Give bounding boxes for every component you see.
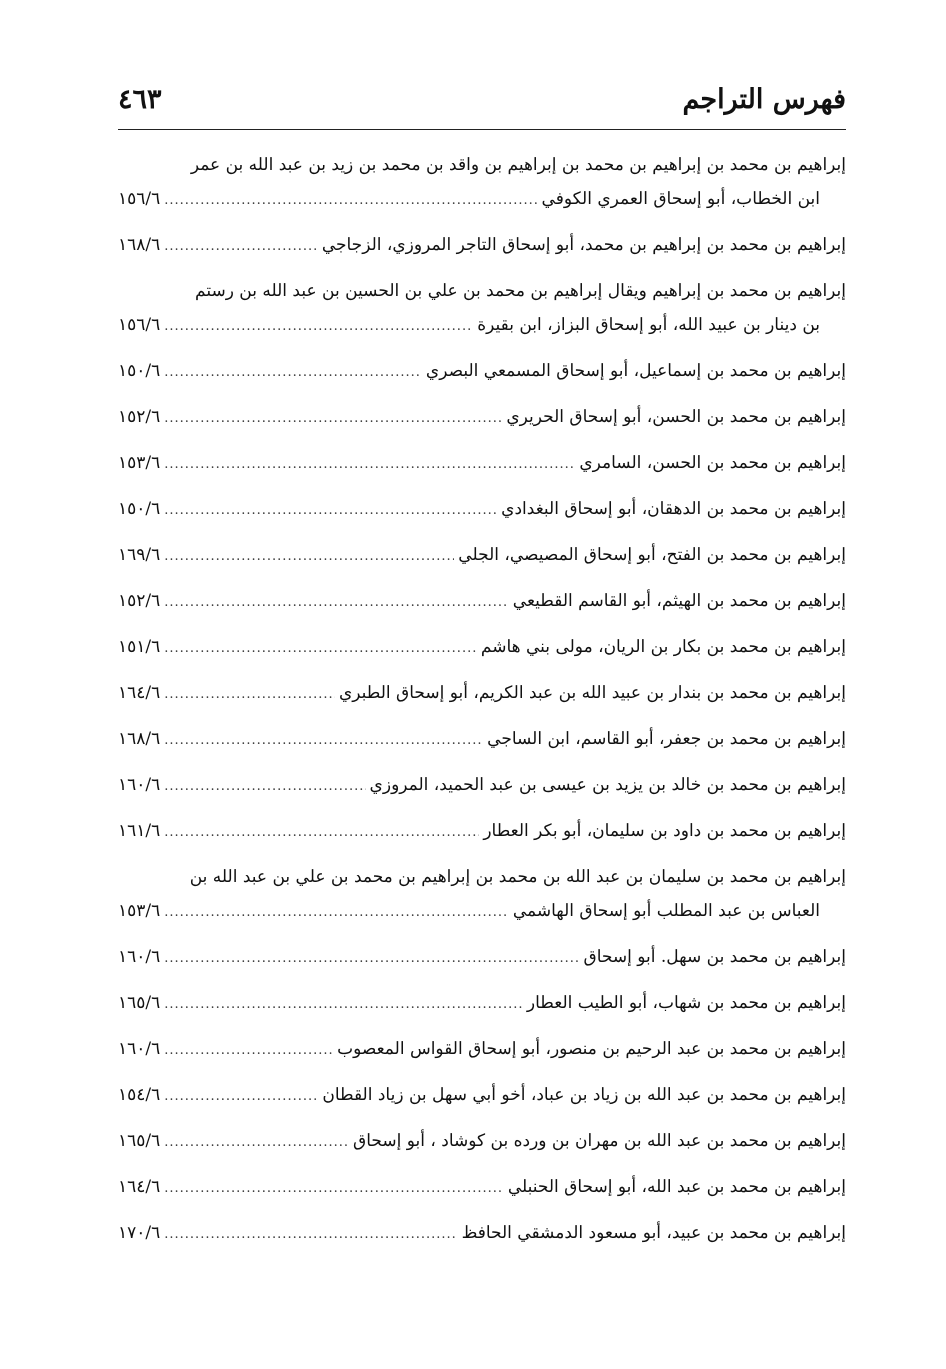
entry-name: إبراهيم بن محمد بن بندار بن عبيد الله بن عبد الكريم، أبو إسحاق الطبري [338,683,846,703]
entry-line [118,940,846,974]
dot-leader [164,724,483,756]
index-entry [118,986,846,1020]
entry-reference: ١٥٣/٦ [118,901,161,921]
dot-leader [164,632,477,664]
entry-reference: ١٦٨/٦ [118,729,161,749]
index-entry [118,676,846,710]
entry-name: إبراهيم بن محمد بن داود بن سليمان، أبو بكر العطار [483,821,846,841]
entry-reference: ١٦٤/٦ [118,683,161,703]
index-entry [118,274,846,342]
entry-line [118,630,846,664]
dot-leader [164,310,473,342]
entry-reference: ١٥٣/٦ [118,453,161,473]
entry-name: إبراهيم بن محمد بن الفتح، أبو إسحاق المصيصي، الجلي [458,545,846,565]
dot-leader [164,816,479,848]
entry-reference: ١٦٤/٦ [118,1177,161,1197]
index-entry [118,940,846,974]
entry-name: إبراهيم بن محمد بن بكار بن الريان، مولى بني هاشم [480,637,846,657]
entry-reference: ١٥٠/٦ [118,499,161,519]
index-entry [118,538,846,572]
index-entry [118,1078,846,1112]
dot-leader [164,1126,349,1158]
index-entry [118,492,846,526]
header-rule [118,129,846,130]
entry-reference: ١٦٥/٦ [118,1131,161,1151]
dot-leader [164,1172,504,1204]
index-entry [118,228,846,262]
index-entry [118,446,846,480]
entry-reference: ١٦١/٦ [118,821,161,841]
dot-leader [164,230,318,262]
page-header [118,74,846,124]
entry-line [118,1078,846,1112]
entry-reference: ١٦٠/٦ [118,775,161,795]
entry-name: إبراهيم بن محمد بن إبراهيم بن محمد، أبو إسحاق التاجر المروزي، الزجاجي [321,235,846,255]
entry-reference: ١٥٠/٦ [118,361,161,381]
entry-reference: ١٥٢/٦ [118,591,161,611]
entry-name: إبراهيم بن محمد بن عبد الرحيم بن منصور، أبو إسحاق القواس المعصوب [337,1039,846,1059]
entry-reference: ١٥١/٦ [118,637,161,657]
entry-name: إبراهيم بن محمد بن الهيثم، أبو القاسم القطيعي [512,591,846,611]
entry-name: إبراهيم بن محمد بن عبيد، أبو مسعود الدمشقي الحافظ [461,1223,846,1243]
entry-name: إبراهيم بن محمد بن سهل. أبو إسحاق [583,947,846,967]
dot-leader [164,942,579,974]
entry-line [118,1216,846,1250]
index-entry [118,1170,846,1204]
entry-line [118,400,846,434]
index-entry [118,400,846,434]
dot-leader [164,402,502,434]
entry-line [118,538,846,572]
page-title: فهرس التراجم [682,83,846,115]
dot-leader [164,678,335,710]
entry-name-start: إبراهيم بن محمد بن إبراهيم ويقال إبراهيم بن محمد بن علي بن الحسين بن عبد الله بن رستم [195,281,846,301]
entry-reference: ١٥٤/٦ [118,1085,161,1105]
entry-line [118,446,846,480]
biography-index-list [118,148,846,1262]
entry-line [118,986,846,1020]
entry-name: إبراهيم بن محمد بن إسماعيل، أبو إسحاق المسمعي البصري [425,361,846,381]
index-entry [118,354,846,388]
entry-line [118,354,846,388]
entry-name: بن دينار بن عبيد الله، أبو إسحاق البزاز، ابن بقيرة [477,315,820,335]
entry-name: إبراهيم بن محمد بن عبد الله بن زياد بن عباد، أخو أبي سهل بن زياد القطان [322,1085,846,1105]
entry-line [118,308,846,342]
entry-line [118,768,846,802]
entry-reference: ١٦٠/٦ [118,1039,161,1059]
entry-line [118,182,846,216]
dot-leader [164,770,365,802]
page-number: ٤٦٣ [118,83,162,115]
dot-leader [164,1218,457,1250]
entry-line [118,228,846,262]
entry-name: إبراهيم بن محمد بن الدهقان، أبو إسحاق البغدادي [501,499,846,519]
entry-reference: ١٦٠/٦ [118,947,161,967]
entry-line [118,814,846,848]
entry-reference: ١٦٨/٦ [118,235,161,255]
entry-line [118,894,846,928]
index-entry [118,630,846,664]
index-entry [118,1216,846,1250]
dot-leader [164,988,523,1020]
dot-leader [164,1034,333,1066]
entry-line [118,722,846,756]
index-entry [118,1124,846,1158]
entry-reference: ١٦٩/٦ [118,545,161,565]
dot-leader [164,494,497,526]
index-entry [118,584,846,618]
entry-name: إبراهيم بن محمد بن شهاب، أبو الطيب العطار [526,993,846,1013]
index-entry [118,814,846,848]
entry-first-line [118,148,846,182]
dot-leader [164,448,575,480]
dot-leader [164,356,422,388]
dot-leader [164,896,509,928]
entry-first-line [118,274,846,308]
dot-leader [164,586,509,618]
index-entry [118,722,846,756]
entry-name: إبراهيم بن محمد بن جعفر، أبو القاسم، ابن الساجي [487,729,846,749]
dot-leader [164,184,537,216]
entry-line [118,1170,846,1204]
entry-name: إبراهيم بن محمد بن خالد بن يزيد بن عيسى بن عبد الحميد، المروزي [369,775,846,795]
entry-line [118,676,846,710]
entry-line [118,584,846,618]
entry-reference: ١٥٦/٦ [118,315,161,335]
entry-line [118,1124,846,1158]
index-entry [118,1032,846,1066]
entry-name: إبراهيم بن محمد بن الحسن، أبو إسحاق الحريري [506,407,846,427]
index-entry [118,860,846,928]
entry-reference: ١٥٦/٦ [118,189,161,209]
entry-name: إبراهيم بن محمد بن الحسن، السامري [579,453,846,473]
entry-name: إبراهيم بن محمد بن عبد الله بن مهران بن ورده بن كوشاد ، أبو إسحاق [353,1131,846,1151]
index-entry [118,768,846,802]
entry-name: العباس بن عبد المطلب أبو إسحاق الهاشمي [512,901,820,921]
entry-name-start: إبراهيم بن محمد بن سليمان بن عبد الله بن محمد بن إبراهيم بن محمد بن علي بن عبد الله بن [189,867,846,887]
entry-first-line [118,860,846,894]
index-entry [118,148,846,216]
entry-reference: ١٥٢/٦ [118,407,161,427]
entry-line [118,492,846,526]
dot-leader [164,1080,318,1112]
entry-reference: ١٧٠/٦ [118,1223,161,1243]
entry-name: إبراهيم بن محمد بن عبد الله، أبو إسحاق الحنبلي [507,1177,846,1197]
entry-name-start: إبراهيم بن محمد بن إبراهيم بن محمد بن إبراهيم بن واقد بن محمد بن زيد بن عبد الله بن عمر [190,155,846,175]
entry-name: ابن الخطاب، أبو إسحاق العمري الكوفي [541,189,820,209]
entry-line [118,1032,846,1066]
entry-reference: ١٦٥/٦ [118,993,161,1013]
dot-leader [164,540,454,572]
